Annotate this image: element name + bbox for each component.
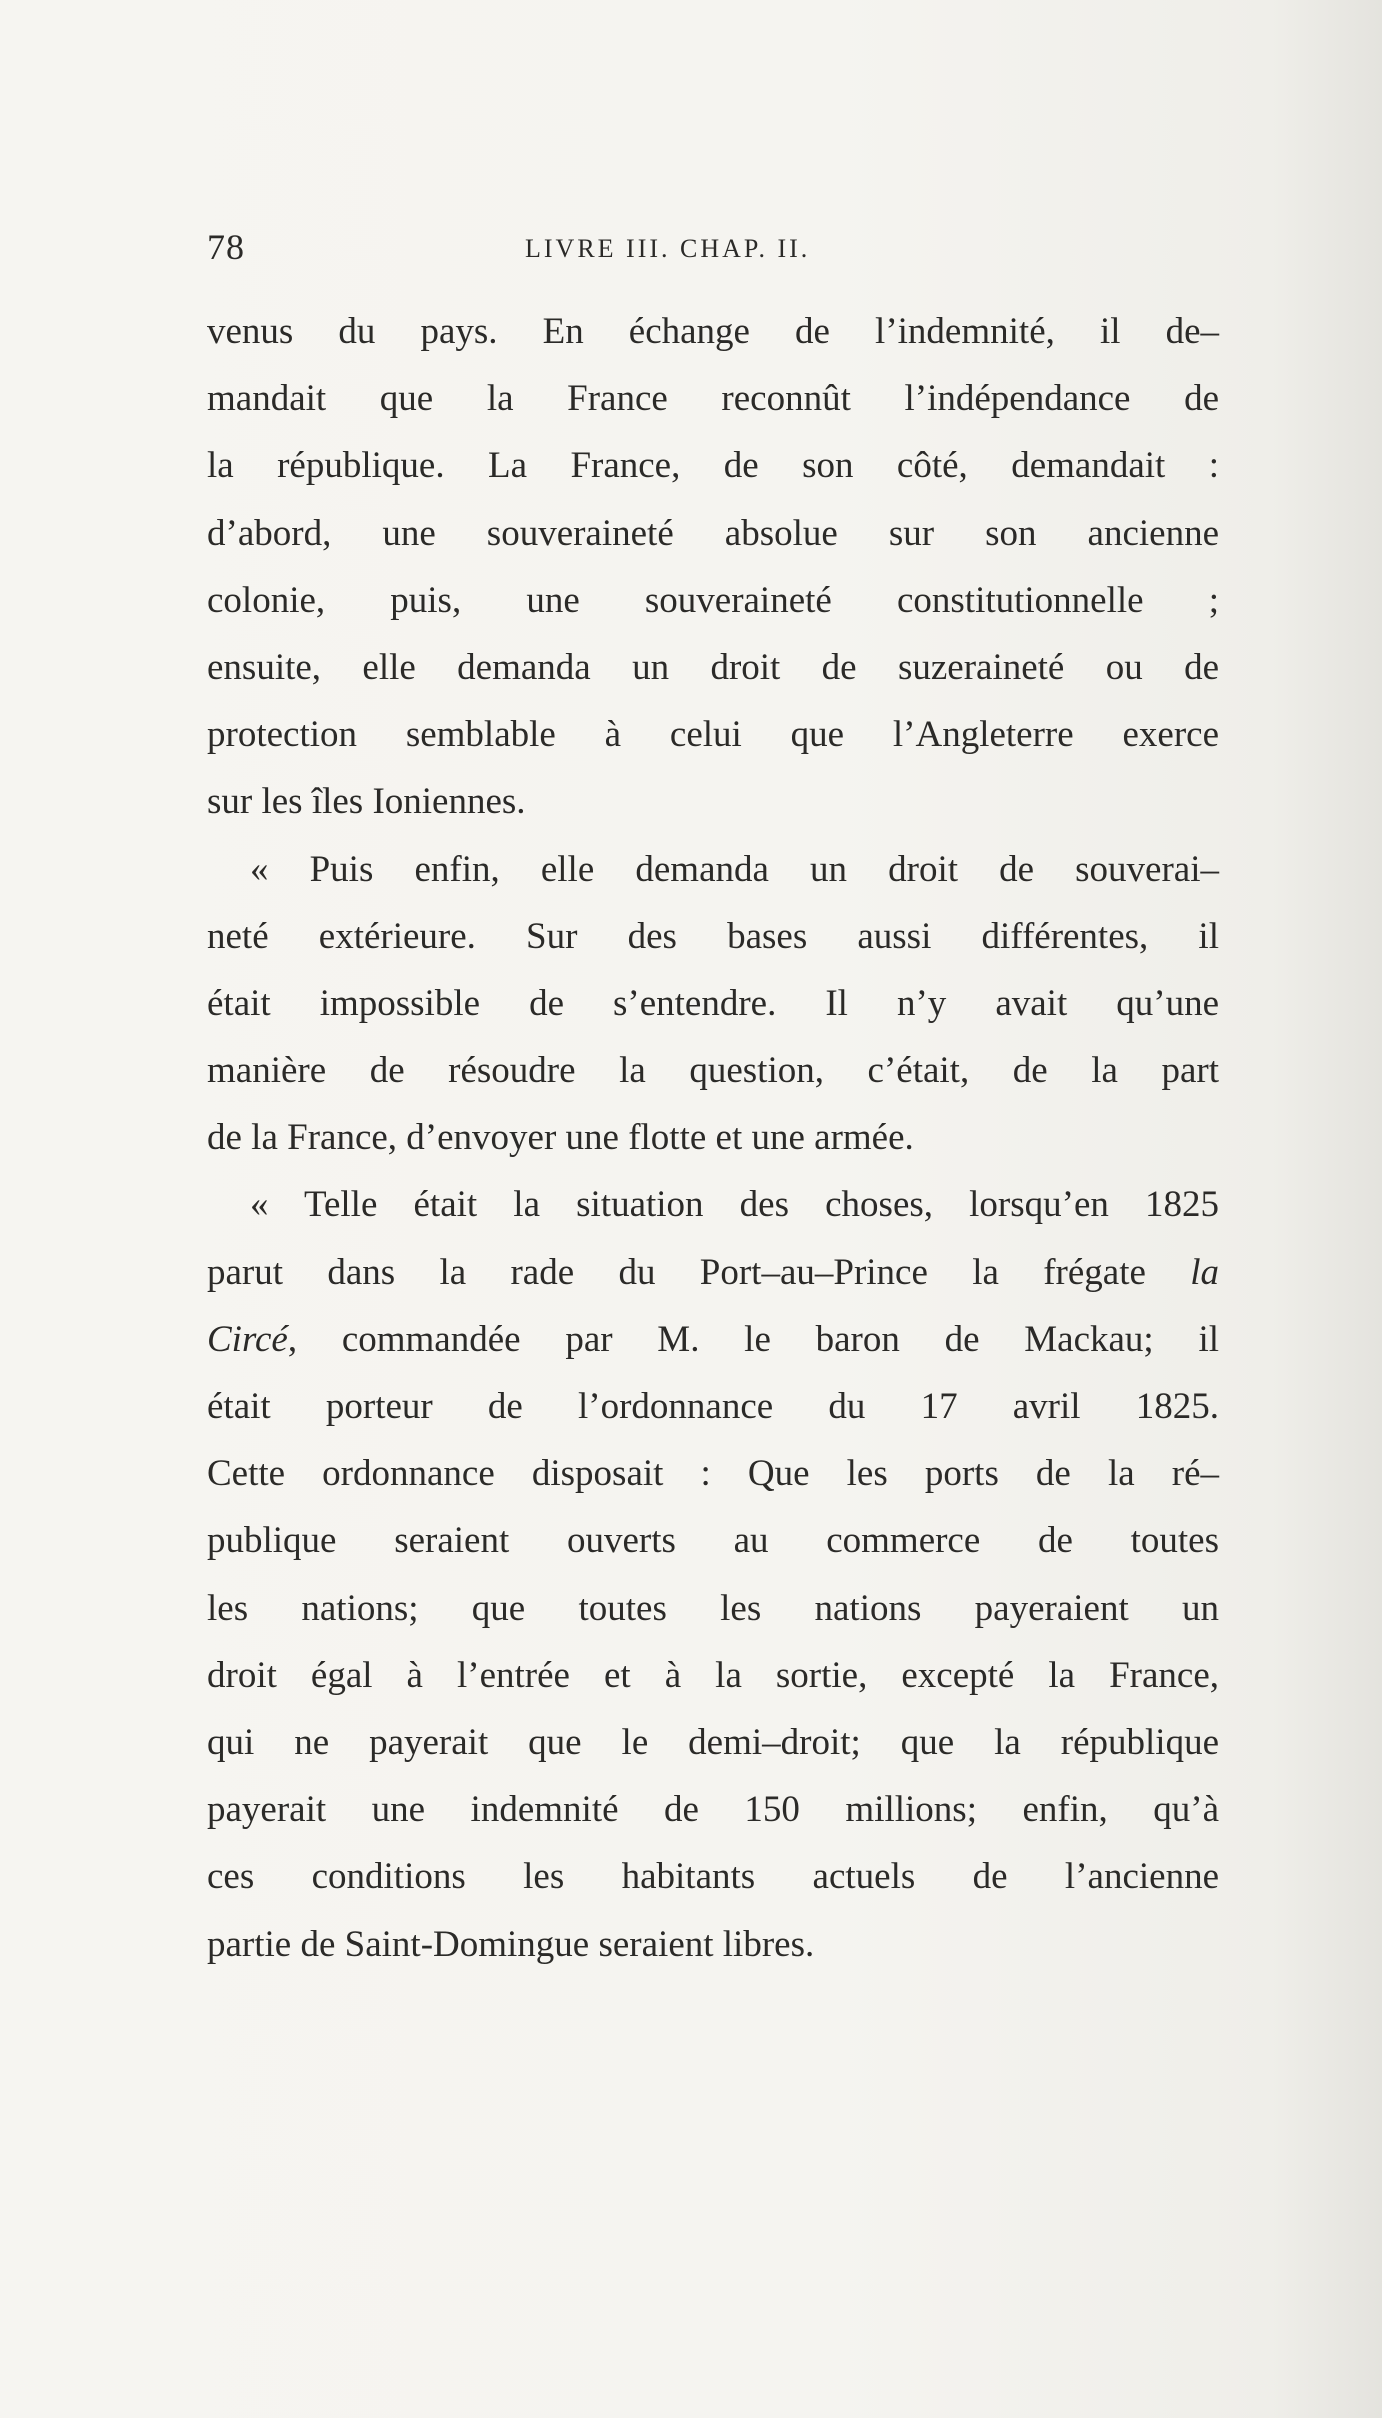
text-line: ces conditions les habitants actuels de l’ancienne xyxy=(207,1856,1219,1898)
page-header xyxy=(207,226,1217,276)
text-line: de la France, d’envoyer une flotte et une armée. xyxy=(207,1117,914,1159)
text-line: ensuite, elle demanda un droit de suzeraineté ou de xyxy=(207,646,1219,688)
text-segment: , commandée par M. le baron de Mackau; il xyxy=(287,1318,1219,1360)
text-line: d’abord, une souveraineté absolue sur son ancienne xyxy=(207,512,1219,554)
text-segment: parut dans la rade du Port–au–Prince la frégate xyxy=(207,1251,1146,1293)
text-line: sur les îles Ioniennes. xyxy=(207,781,526,823)
running-head: LIVRE III. CHAP. II. xyxy=(525,234,811,263)
text-line: mandait que la France reconnût l’indépendance de xyxy=(207,378,1219,420)
text-line: payerait une indemnité de 150 millions; enfin, qu’à xyxy=(207,1789,1219,1831)
text-line: « Puis enfin, elle demanda un droit de souverai– xyxy=(250,848,1219,890)
text-line xyxy=(207,1306,1219,1373)
text-line: venus du pays. En échange de l’indemnité, il de– xyxy=(207,311,1219,352)
text-line: la république. La France, de son côté, demandait : xyxy=(207,445,1219,487)
text-line: était porteur de l’ordonnance du 17 avril 1825. xyxy=(207,1386,1219,1427)
text-line: qui ne payerait que le demi–droit; que la république xyxy=(207,1721,1219,1763)
text-line: « Telle était la situation des choses, lorsqu’en 1825 xyxy=(250,1184,1219,1226)
page-number: 78 xyxy=(207,227,245,267)
text-line: publique seraient ouverts au commerce de toutes xyxy=(207,1520,1219,1562)
text-line: était impossible de s’entendre. Il n’y avait qu’une xyxy=(207,982,1219,1024)
text-line: colonie, puis, une souveraineté constitutionnelle ; xyxy=(207,579,1219,621)
text-line: protection semblable à celui que l’Angleterre exerce xyxy=(207,714,1219,756)
text-line: les nations; que toutes les nations payeraient un xyxy=(207,1587,1219,1629)
italic-ship-article: la xyxy=(1190,1251,1219,1293)
italic-ship-name: Circé xyxy=(207,1318,288,1360)
text-line: manière de résoudre la question, c’était, de la part xyxy=(207,1050,1219,1092)
text-line: Cette ordonnance disposait : Que les ports de la ré– xyxy=(207,1453,1219,1495)
text-line: partie de Saint-Domingue seraient libres. xyxy=(207,1923,815,1965)
body-text xyxy=(207,298,1219,1978)
text-line: droit égal à l’entrée et à la sortie, excepté la France, xyxy=(207,1654,1219,1696)
text-line: neté extérieure. Sur des bases aussi différentes, il xyxy=(207,915,1219,957)
text-line xyxy=(207,1239,1219,1306)
